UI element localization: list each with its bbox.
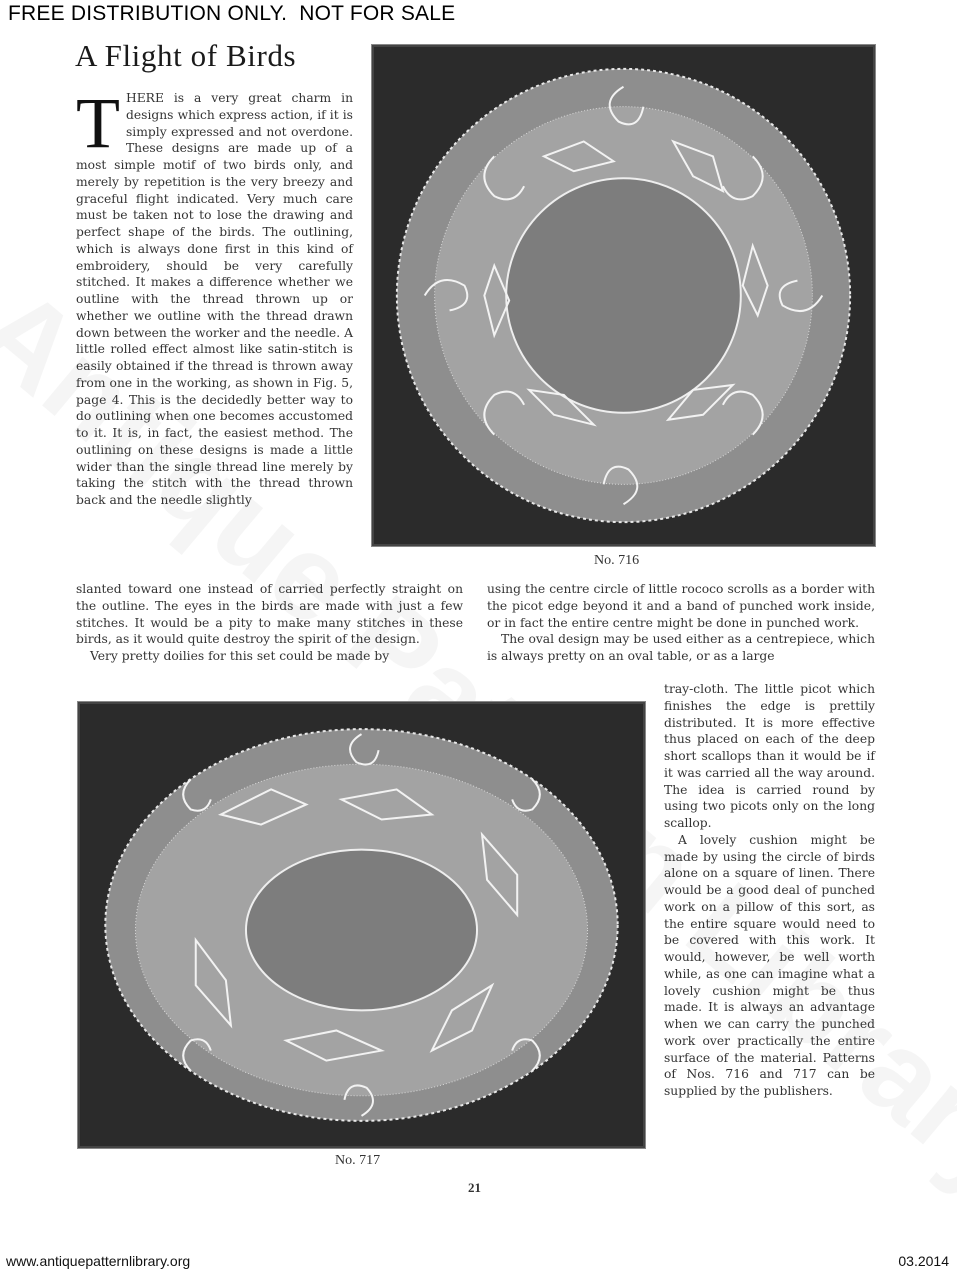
article-column-2 [487,581,875,665]
article-paragraph-4-start: The oval design may be used either as a centrepiece, which is always pretty on an oval table, or as a large [487,632,875,663]
article-paragraph-5: A lovely cushion might be made by using the circle of birds alone on a square of linen. There would be a good deal of punched work on a pillow of this sort, as the entire square would need to be covered with this work. It would, however, be well worth while, as one can imagine what a lovely cushion might be thus made. It is always an advantage when we can carry the punched work over practically the entire surface of the material. Patterns of Nos. 716 and 717 can be supplied by the publishers. [664,832,875,1098]
figure-716-photo [372,45,875,546]
figure-717-caption: No. 717 [335,1153,381,1168]
article-column-1-wide [76,581,463,665]
footer-date: 03.2014 [898,1253,949,1269]
article-paragraph-1: THERE is a very great charm in designs which express action, if it is simply expressed and not overdone. These designs are made up of a most simple motif of two birds only, and merely by repetition is the very breezy and graceful flight indicated. Very much care must be taken not to lose the drawing and perfect shape of the birds. The outlining, which is always done first in this kind of embroidery, should be very carefully stitched. It makes a difference whether we outline with the thread thrown up or whether we outline with the thread drawn down between the worker and the needle. A little rolled effect almost like satin-stitch is easily obtained if the thread is thrown away from one in the working, as shown in Fig. 5, page 4. This is the decidedly better way to do outlining when one becomes accustomed to it. It is, in fact, the easiest method. The outlining on these designs is made a little wider than the single thread line merely by taking the stitch with the thread thrown back and the needle slightly [76,83,353,507]
distribution-banner: FREE DISTRIBUTION ONLY. NOT FOR SALE [8,2,456,25]
page-number: 21 [468,1180,481,1195]
article-title: A Flight of Birds [75,38,297,73]
figure-717-photo [78,702,645,1148]
article-column-3 [664,681,875,1100]
article-paragraph-3: using the centre circle of little rococo scrolls as a border with the picot edge beyond it and a band of punched work inside, or in fact the entire centre might be done in punched work. [487,582,875,630]
round-centrepiece-illustration [374,47,873,544]
article-paragraph-4-end: tray-cloth. The little picot which finishes the edge is prettily distributed. It is more effective thus placed on each of the deep short scallops than it would be if it was carried all the way around. The idea is carried round by using two picots only on the long scallop. [664,682,875,830]
article-column-1 [76,83,353,509]
figure-716-caption: No. 716 [594,553,640,568]
footer-site-link[interactable]: www.antiquepatternlibrary.org [6,1253,191,1269]
article-paragraph-2: Very pretty doilies for this set could be made by [90,649,390,663]
article-paragraph-1-end: slanted toward one instead of carried perfectly straight on the outline. The eyes in the birds are made with just a few stitches. It would be a pity to make many stitches in these birds, as it would quite destroy the spirit of the design. [76,582,463,647]
oval-centrepiece-illustration [80,704,643,1146]
drop-cap: T [76,83,120,163]
